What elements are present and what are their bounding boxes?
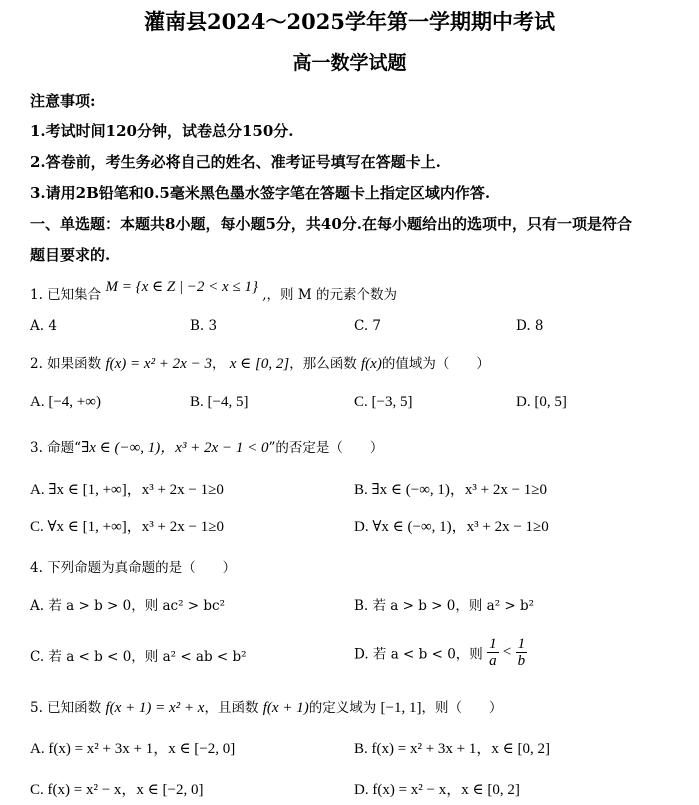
note-item-1: 1.考试时间120分钟，试卷总分150分. (30, 122, 294, 140)
question-4-option-b: B. 若 a > b > 0，则 a² > b² (354, 598, 535, 614)
question-3-stem (30, 436, 699, 457)
question-2-option-c: C. [−3, 5] (354, 394, 413, 410)
question-1-option-b: B. 3 (190, 318, 218, 334)
question-5-end: ，则（ ） (421, 700, 503, 716)
section-heading-line2: 题目要求的. (30, 246, 111, 264)
fraction-one-over-a (487, 636, 499, 669)
question-2-option-d: D. [0, 5] (516, 394, 567, 410)
question-1-stem (30, 279, 699, 304)
question-2-option-a: A. [−4, +∞) (30, 394, 101, 410)
question-2-prefix: 2. 如果函数 (30, 356, 102, 372)
question-1-option-d: D. 8 (516, 318, 544, 334)
question-5-function: f(x + 1) = x² + x (105, 700, 205, 716)
question-5-mid: ，且函数 (204, 700, 259, 716)
question-2-stem (30, 352, 699, 373)
question-5-prefix: 5. 已知函数 (30, 700, 102, 716)
question-2-domain: x ∈ [0, 2] (229, 356, 290, 372)
note-item-2: 2.答卷前，考生务必将自己的姓名、准考证号填写在答题卡上. (30, 153, 441, 171)
question-2-mid: ， (211, 356, 226, 372)
question-5-option-c: C. f(x) = x² − x，x ∈ [−2, 0] (30, 782, 204, 798)
exam-subtitle: 高一数学试题 (292, 52, 407, 74)
fraction-one-over-b (516, 636, 528, 669)
note-item-3: 3.请用2B铅笔和0.5毫米黑色墨水签字笔在答题卡上指定区域内作答. (30, 184, 491, 202)
question-2-option-b: B. [−4, 5] (190, 394, 249, 410)
question-4-stem: 4. 下列命题为真命题的是（ ） (30, 560, 237, 576)
fraction-denominator: b (517, 653, 526, 669)
question-3-option-d: D. ∀x ∈ (−∞, 1)，x³ + 2x − 1≥0 (354, 519, 549, 535)
question-5-stem (30, 696, 699, 717)
question-3-prefix: 3. 命题“ (30, 440, 82, 456)
question-3-proposition: ∃x ∈ (−∞, 1)，x³ + 2x − 1 < 0 (81, 440, 269, 456)
question-5-fx-plus-1: f(x + 1) (262, 700, 309, 716)
question-2-fx: f(x) (361, 356, 382, 372)
question-5-option-a: A. f(x) = x² + 3x + 1，x ∈ [−2, 0] (30, 741, 236, 757)
question-3-option-c: C. ∀x ∈ [1, +∞]，x³ + 2x − 1≥0 (30, 519, 224, 535)
fraction-numerator: 1 (489, 636, 497, 652)
question-4-option-c: C. 若 a < b < 0，则 a² < ab < b² (30, 649, 247, 665)
question-5-option-b: B. f(x) = x² + 3x + 1，x ∈ [0, 2] (354, 741, 550, 757)
fraction-numerator: 1 (517, 636, 526, 652)
question-3-option-a: A. ∃x ∈ [1, +∞]，x³ + 2x − 1≥0 (30, 482, 224, 498)
question-2-suffix: ，那么函数 (289, 356, 357, 372)
question-1-suffix: ,，则 M 的元素个数为 (262, 287, 397, 303)
question-2-function: f(x) = x² + 2x − 3 (105, 356, 212, 372)
exam-title: 灌南县2024～2025学年第一学期期中考试 (144, 9, 555, 34)
question-5-domain: [−1, 1] (380, 700, 422, 716)
question-1-set-expression: M = {x ∈ Z | −2 < x ≤ 1} (105, 279, 258, 295)
question-1-option-a: A. 4 (30, 318, 57, 334)
question-3-option-b: B. ∃x ∈ (−∞, 1)，x³ + 2x − 1≥0 (354, 482, 548, 498)
question-4-option-d-text: D. 若 a < b < 0，则 (354, 646, 483, 663)
section-heading-line1: 一、单选题：本题共8小题，每小题5分，共40分.在每小题给出的选项中，只有一项是符合 (30, 215, 632, 233)
question-2-end: 的值域为（ ） (381, 356, 490, 372)
question-1-option-c: C. 7 (354, 318, 382, 334)
question-3-suffix: ”的否定是（ ） (268, 440, 384, 456)
question-1-prefix: 1. 已知集合 (30, 287, 102, 303)
notes-heading: 注意事项: (30, 92, 96, 110)
question-5-option-d: D. f(x) = x² − x，x ∈ [0, 2] (354, 782, 520, 798)
question-5-suffix: 的定义域为 (308, 700, 377, 716)
question-4-option-d (354, 636, 527, 669)
fraction-denominator: a (489, 653, 497, 669)
fraction-less-than: < (502, 644, 512, 660)
question-4-option-a: A. 若 a > b > 0，则 ac² > bc² (30, 598, 226, 614)
